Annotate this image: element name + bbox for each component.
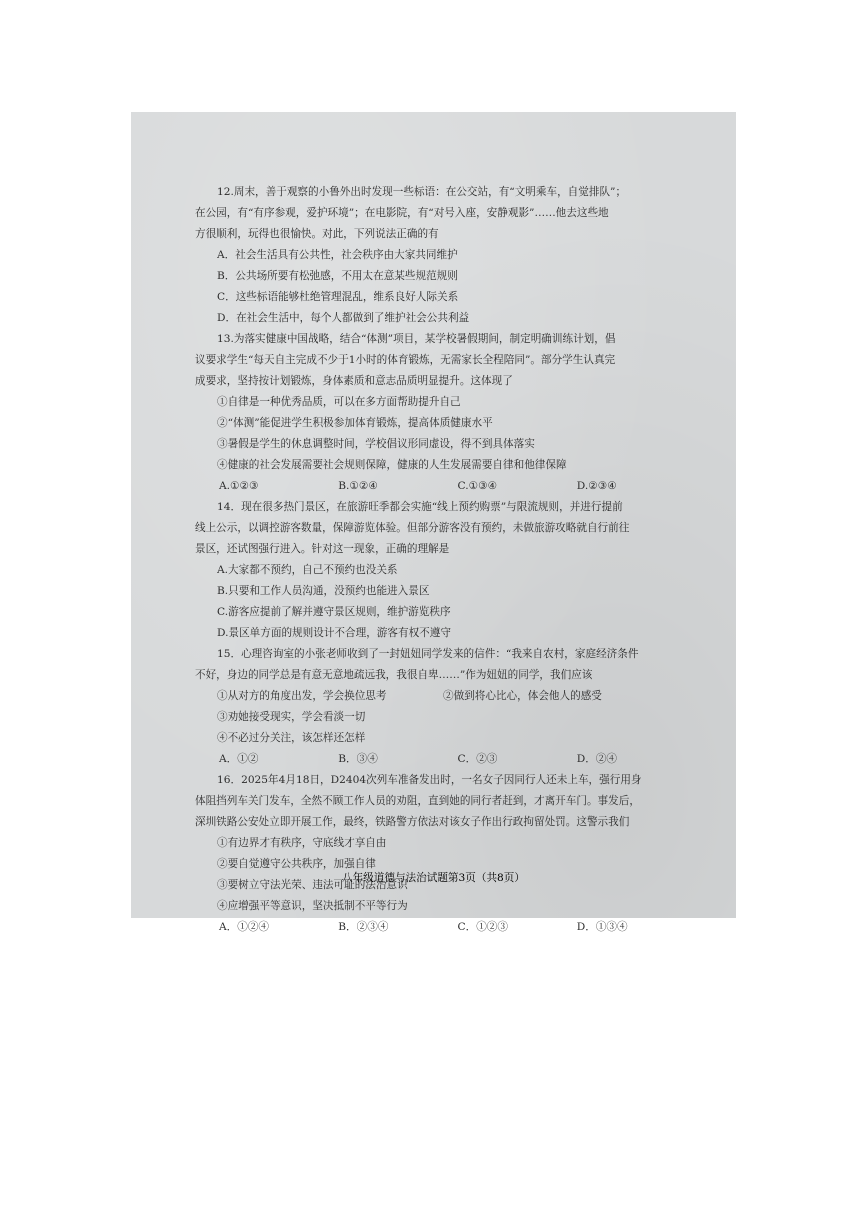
q15-choice-b: B．③④: [338, 753, 378, 765]
page-footer: 八年级道德与法治试题第3页（共8页）: [342, 872, 525, 884]
scanned-exam-page: [131, 112, 736, 933]
q15-choice-c: C．②③: [457, 753, 498, 765]
q13-item-2: ②“体测”能促进学生积极参加体育锻炼，提高体质健康水平: [217, 417, 493, 429]
q15-item-2: ②做到将心比心，体会他人的感受: [443, 690, 602, 702]
q12-stem-line-3: 方很顺利，玩得也很愉快。对此，下列说法正确的有: [195, 228, 439, 240]
q14-stem-line-3: 景区，还试图强行进入。针对这一现象，正确的理解是: [195, 543, 450, 555]
q15-item-4: ④不必过分关注，该怎样还怎样: [217, 732, 366, 744]
q15-stem-line-1: 15．心理咨询室的小张老师收到了一封妞妞同学发来的信件：“我来自农村，家庭经济条件: [217, 648, 639, 660]
q16-stem-line-1: 16．2025年4月18日，D2404次列车准备发出时，一名女子因同行人还未上车，强行用身: [217, 774, 642, 786]
q13-choices: [219, 477, 696, 496]
q13-choice-c: C.①③④: [457, 480, 498, 492]
q15-item-3: ③劝她接受现实，学会看淡一切: [217, 711, 366, 723]
q16-stem-line-3: 深圳铁路公安处立即开展工作，最终，铁路警方依法对该女子作出行政拘留处罚。这警示我们: [195, 816, 630, 828]
q13-item-1: ①自律是一种优秀品质，可以在多方面帮助提升自己: [217, 396, 461, 408]
q12-option-d: D．在社会生活中，每个人都做到了维护社会公共利益: [217, 312, 470, 324]
q14-option-d: D.景区单方面的规则设计不合理，游客有权不遵守: [217, 627, 451, 639]
q12-stem-line-1: 12.周末，善于观察的小鲁外出时发现一些标语：在公交站，有“文明乘车，自觉排队”；: [217, 186, 627, 198]
q15-choices: [219, 750, 696, 769]
q13-stem-line-3: 成要求，坚持按计划锻炼，身体素质和意志品质明显提升。这体现了: [195, 375, 513, 387]
q16-item-4: ④应增强平等意识，坚决抵制不平等行为: [217, 900, 408, 912]
q13-choice-b: B.①②④: [338, 480, 378, 492]
q13-stem-line-1: 13.为落实健康中国战略，结合“体测”项目，某学校暑假期间，制定明确训练计划，倡: [217, 333, 616, 345]
q15-item-1: ①从对方的角度出发，学会换位思考: [217, 690, 387, 702]
q16-choice-b: B．②③④: [338, 921, 389, 933]
q16-choice-a: A．①②④: [219, 921, 270, 933]
q16-stem-line-2: 体阻挡列车关门发车，全然不顾工作人员的劝阻，直到她的同行者赶到，才离开车门。事发后，: [195, 795, 640, 807]
q15-choice-a: A．①②: [219, 753, 259, 765]
q13-item-4: ④健康的社会发展需要社会规则保障，健康的人生发展需要自律和他律保障: [217, 459, 567, 471]
q14-option-c: C.游客应提前了解并遵守景区规则，维护游览秩序: [217, 606, 451, 618]
q12-stem-line-2: 在公园，有“有序参观，爱护环境”；在电影院，有“对号入座，安静观影”……他去这些地: [195, 207, 609, 219]
q16-choice-c: C．①②③: [457, 921, 508, 933]
q14-stem-line-1: 14．现在很多热门景区，在旅游旺季都会实施“线上预约购票”与限流规则，并进行提前: [217, 501, 623, 513]
q16-item-2: ②要自觉遵守公共秩序，加强自律: [217, 858, 376, 870]
q12-option-a: A．社会生活具有公共性，社会秩序由大家共同维护: [217, 249, 458, 261]
q12-option-b: B．公共场所要有松弛感，不用太在意某些规范规则: [217, 270, 458, 282]
q16-item-1: ①有边界才有秩序，守底线才享自由: [217, 837, 387, 849]
q15-choice-d: D．②④: [576, 753, 618, 765]
q13-choice-a: A.①②③: [219, 480, 259, 492]
q14-stem-line-2: 线上公示，以调控游客数量，保障游览体验。但部分游客没有预约，未做旅游攻略就自行前往: [195, 522, 630, 534]
q13-stem-line-2: 议要求学生“每天自主完成不少于1小时的体育锻炼，无需家长全程陪同”。部分学生认真完: [195, 354, 616, 366]
q12-option-c: C．这些标语能够杜绝管理混乱，维系良好人际关系: [217, 291, 459, 303]
q14-option-b: B.只要和工作人员沟通，没预约也能进入景区: [217, 585, 430, 597]
q15-stem-line-2: 不好，身边的同学总是有意无意地疏远我，我很自卑……”作为妞妞的同学，我们应该: [195, 669, 593, 681]
q16-choices: [219, 918, 696, 937]
q13-item-3: ③暑假是学生的休息调整时间，学校倡议形同虚设，得不到具体落实: [217, 438, 535, 450]
q13-choice-d: D.②③④: [576, 480, 617, 492]
q16-item-3: ③要树立守法光荣、违法可耻的法治意识: [217, 879, 408, 891]
q16-choice-d: D．①③④: [576, 921, 628, 933]
q14-option-a: A.大家都不预约，自己不预约也没关系: [217, 564, 398, 576]
